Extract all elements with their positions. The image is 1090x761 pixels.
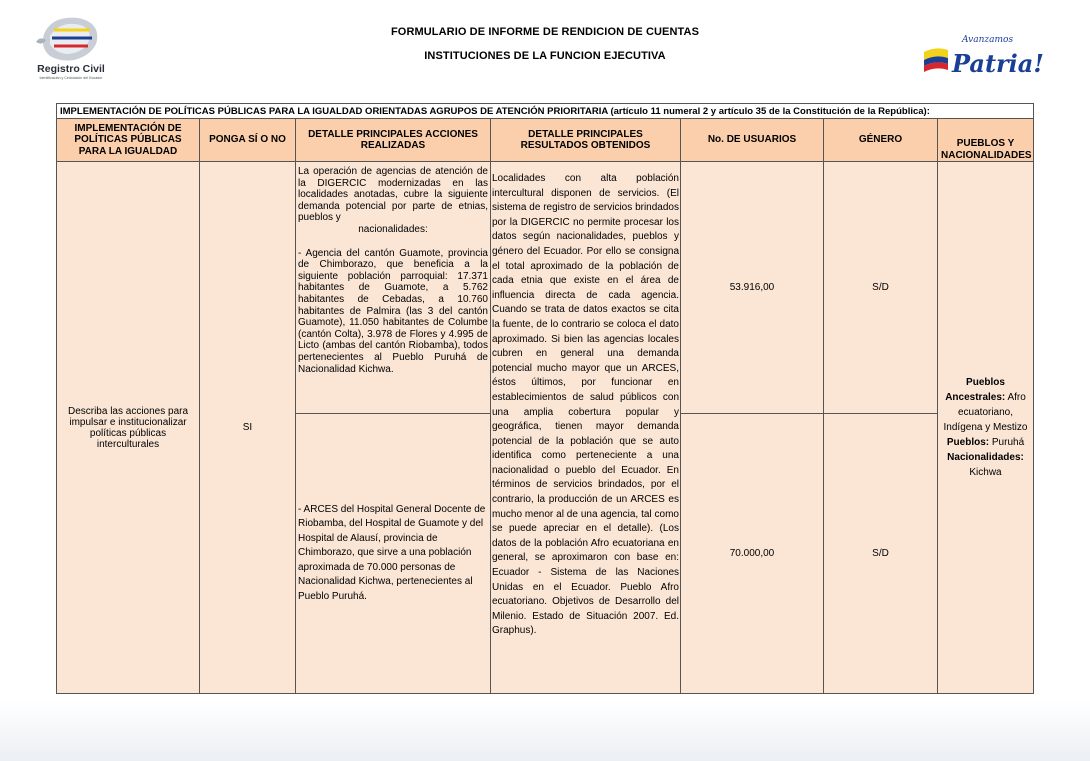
table-row bbox=[57, 162, 1034, 414]
section-title-row bbox=[57, 104, 1034, 119]
bottom-shade bbox=[0, 700, 1090, 761]
col-header-gender: GÉNERO bbox=[824, 119, 938, 162]
pueblos-ancestrales-value: Afro ecuatoriano, Indígena y Mestizo bbox=[943, 392, 1028, 433]
report-table bbox=[56, 103, 1034, 694]
action-1-intro-end: nacionalidades: bbox=[358, 223, 428, 235]
action-1-detail: - Agencia del cantón Guamote, provincia de Chimborazo, que beneficia a la siguiente población parroquial: 17.371 habitantes de Guamote, a 5.762 habitantes de Cebadas, a 10.760 habitantes de Palmira (las 3 del cantón Guamote), 11.050 habitantes de Columbe (cantón Colta), 3.978 de Flores y 4.995 de Licto (ambas del cantón Riobamba), todos pertenecientes al Pueblo Puruhá de Nacionalidad Kichwa. bbox=[298, 247, 488, 375]
section-title: IMPLEMENTACIÓN DE POLÍTICAS PÚBLICAS PARA LA IGUALDAD ORIENTADAS AGRUPOS DE ATENCIÓN PRIORITARIA (artículo 11 numeral 2 y artículo 35 de la Constitución de la República): bbox=[57, 104, 1034, 119]
pueblos-cell bbox=[938, 162, 1034, 694]
flag-stripes-icon bbox=[924, 48, 948, 72]
users-1-cell: 53.916,00 bbox=[681, 162, 824, 414]
logo-left-title: Registro Civil bbox=[37, 63, 105, 75]
document-subtitle: INSTITUCIONES DE LA FUNCION EJECUTIVA bbox=[424, 50, 666, 62]
nacionalidades-value: Kichwa bbox=[969, 467, 1002, 478]
pueblos-ancestrales-label: Pueblos Ancestrales: bbox=[945, 377, 1006, 403]
logo-right-tagline: Avanzamos bbox=[962, 35, 1014, 45]
patria-logo bbox=[922, 26, 1044, 82]
col-header-pueblos: PUEBLOS Y NACIONALIDADES bbox=[938, 119, 1034, 162]
pueblos-value: Puruhá bbox=[991, 437, 1025, 448]
nacionalidades-label: Nacionalidades: bbox=[947, 452, 1024, 463]
users-2-cell: 70.000,00 bbox=[681, 414, 824, 694]
header-row bbox=[57, 119, 1034, 162]
logo-right-title: Patria! bbox=[952, 49, 1044, 78]
col-header-policy: IMPLEMENTACIÓN DE POLÍTICAS PÚBLICAS PARA LA IGUALDAD bbox=[57, 119, 200, 162]
col-header-answer: PONGA SÍ O NO bbox=[200, 119, 296, 162]
action-1-intro: La operación de agencias de atención de la DIGERCIC modernizadas en las localidades anotadas, cubre la siguiente demanda potencial por parte de etnias, pueblos y bbox=[298, 166, 488, 224]
action-2-cell: - ARCES del Hospital General Docente de Riobamba, del Hospital de Guamote y del Hospital de Alausí, provincia de Chimborazo, que sirve a una población aproximada de 70.000 personas de Nacionalidad Kichwa, pertenecientes al Pueblo Puruhá. bbox=[296, 414, 491, 694]
document-title: FORMULARIO DE INFORME DE RENDICION DE CUENTAS bbox=[390, 26, 700, 38]
pueblos-label: Pueblos: bbox=[946, 437, 990, 448]
gender-1-cell: S/D bbox=[824, 162, 938, 414]
answer-cell: SI bbox=[200, 162, 296, 694]
gender-2-cell: S/D bbox=[824, 414, 938, 694]
action-1-cell bbox=[296, 162, 491, 414]
logo-left-subtitle: Identificación y Cedulación del Ecuador bbox=[39, 76, 103, 80]
col-header-results: DETALLE PRINCIPALES RESULTADOS OBTENIDOS bbox=[491, 119, 681, 162]
policy-cell: Describa las acciones para impulsar e institucionalizar políticas públicas interculturales bbox=[57, 162, 200, 694]
results-cell: Localidades con alta población intercultural disponen de servicios. (El sistema de registro de servicios brindados por la DIGERCIC no permite procesar los datos según nacionalidades, pueblos y género del Ecuador. Por ello se consigna el total aproximado de la población de cada etnia que existe en el área de influencia directa de cada agencia. Cuando se trata de datos exactos se cita la fuente, de lo contrario se coloca el dato aproximado. Si bien las agencias locales cubren en general una demanda potencial mucho mayor que un ARCES, éstos últimos, por funcionar en establecimientos de salud públicos con una amplia cobertura popular y geográfica, tienen mayor demanda potencial de la población que se auto identifica como perteneciente a una nacionalidad o pueblo del Ecuador. En términos de servicios brindados, por el contrario, la producción de un ARCES es mucho menor al de una agencia, tal como se puede apreciar en el detalle). (Los datos de la población Afro ecuatoriana en general, se aproximaron con base en: Ecuador - Sistema de las Naciones Unidas en el Ecuador. Pueblo Afro ecuatoriano. Objetivos de Desarrollo del Milenio. Estado de Situación 2007. Ed. Graphus). bbox=[491, 162, 681, 694]
col-header-users: No. DE USUARIOS bbox=[681, 119, 824, 162]
col-header-actions: DETALLE PRINCIPALES ACCIONES REALIZADAS bbox=[296, 119, 491, 162]
